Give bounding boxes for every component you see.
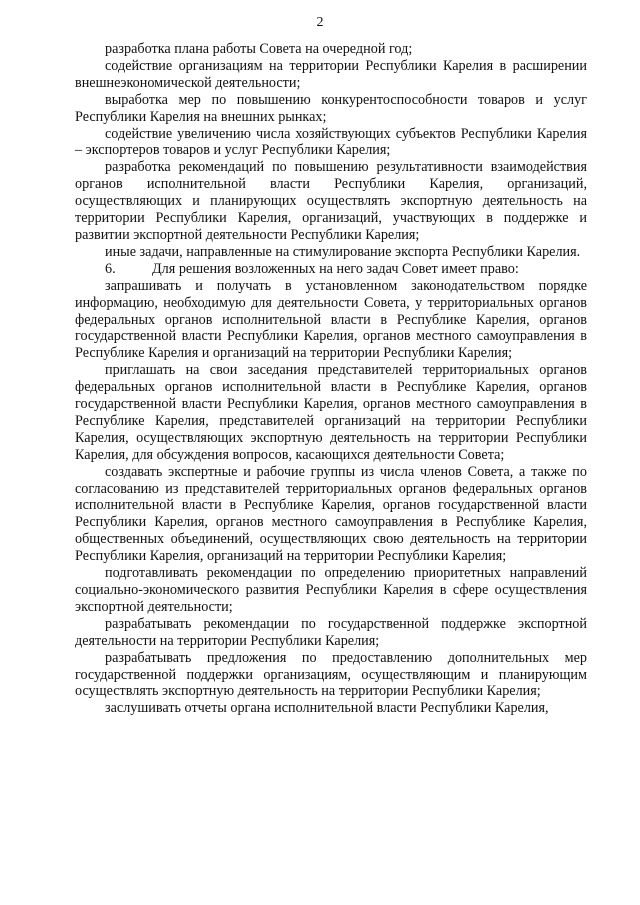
right-paragraph: разрабатывать предложения по предоставлению дополнительных мер государственной поддержки организациям, осуществляющим и планирующим осуществлять экспортную деятельность на территории Республики Карелия; — [75, 649, 587, 700]
right-paragraph: заслушивать отчеты органа исполнительной власти Республики Карелия, — [105, 700, 549, 717]
right-paragraph: запрашивать и получать в установленном законодательством порядке информацию, необходимую для деятельности Совета, у территориальных органов федеральных органов исполнительной власти в Республике Карелия, органов государственной власти Республики Карелия, органов местного самоуправления в Республике Карелия и организаций на территории Республики Карелия; — [75, 277, 587, 362]
item-number: 6. — [105, 260, 116, 277]
right-paragraph: разрабатывать рекомендации по государственной поддержке экспортной деятельности на территории Республики Карелия; — [75, 615, 587, 649]
paragraph: иные задачи, направленные на стимулирование экспорта Республики Карелия. — [105, 243, 581, 260]
paragraph: содействие увеличению числа хозяйствующих субъектов Республики Карелия – экспортеров товаров и услуг Республики Карелия; — [75, 125, 587, 159]
item-text: Для решения возложенных на него задач Совет имеет право: — [152, 260, 519, 277]
page-number: 2 — [316, 15, 324, 30]
right-paragraph: создавать экспертные и рабочие группы из числа членов Совета, а также по согласованию из представителей территориальных органов федеральных органов исполнительной власти в Республике Карелия, органов государственной власти Республики Карелия, органов местного самоуправления в Республике Карелия, общественных объединений, осуществляющих свою деятельность на территории Республики Карелия, организаций на территории Республики Карелия; — [75, 463, 587, 565]
document-body — [75, 41, 587, 717]
paragraph: содействие организациям на территории Республики Карелия в расширении внешнеэкономической деятельности; — [75, 57, 587, 91]
paragraph: разработка плана работы Совета на очередной год; — [105, 41, 413, 57]
paragraph: разработка рекомендаций по повышению результативности взаимодействия органов исполнительной власти Республики Карелия, организаций, осуществляющих и планирующих осуществлять экспортную деятельность на территории Республики Карелия, организаций, участвующих в поддержке и развитии экспортной деятельности Республики Карелия; — [75, 159, 587, 243]
right-paragraph: приглашать на свои заседания представителей территориальных органов федеральных органов исполнительной власти в Республике Карелия, органов государственной власти Республики Карелия, органов местного самоуправления в Республике Карелия, представителей организаций на территории Республики Карелия, осуществляющих экспортную деятельность на территории Республики Карелия, для обсуждения вопросов, касающихся деятельности Совета; — [75, 362, 587, 463]
numbered-item-6 — [75, 261, 587, 278]
paragraph: выработка мер по повышению конкурентоспособности товаров и услуг Республики Карелия на внешних рынках; — [75, 91, 587, 125]
right-paragraph: подготавливать рекомендации по определению приоритетных направлений социально-экономического развития Республики Карелия в сфере осуществления экспортной деятельности; — [75, 565, 587, 615]
